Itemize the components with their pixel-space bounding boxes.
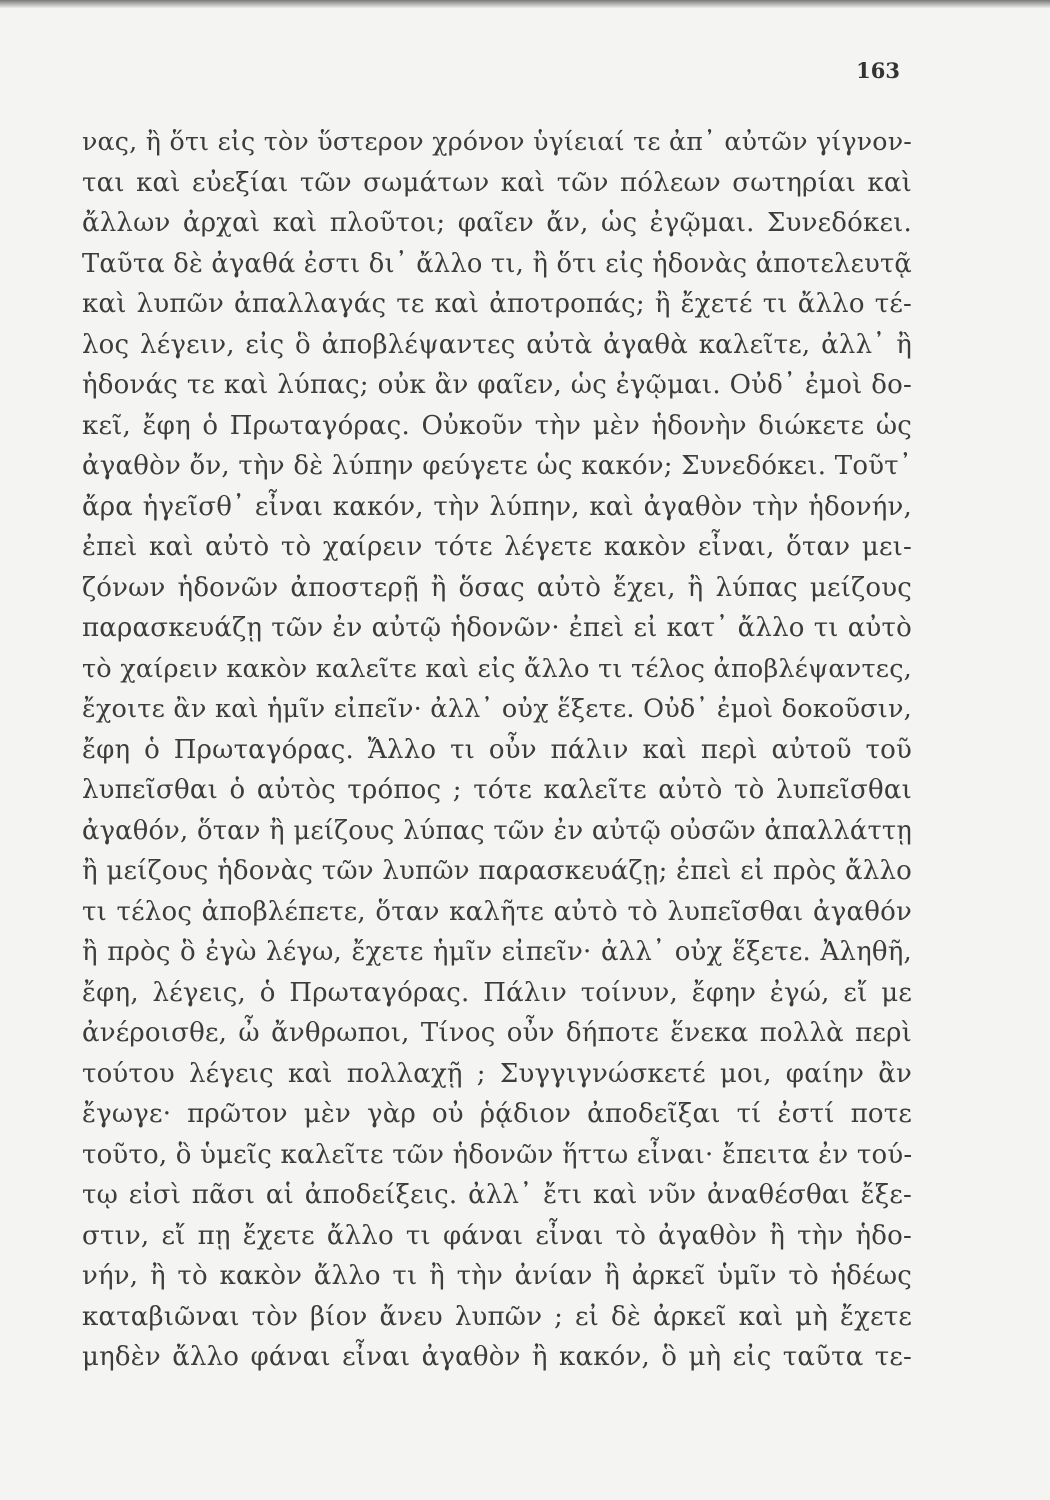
text-line: Ταῦτα δὲ ἀγαθά ἐστι δι᾽ ἄλλο τι, ἢ ὅτι εἰς ἡδονὰς ἀποτελευτᾷ bbox=[82, 248, 912, 279]
text-line: ἔγωγε· πρῶτον μὲν γὰρ οὐ ῥᾴδιον ἀποδεῖξαι τί ἐστί ποτε bbox=[82, 1099, 912, 1129]
text-line: λυπεῖσθαι ὁ αὐτὸς τρόπος ; τότε καλεῖτε αὐτὸ τὸ λυπεῖσθαι bbox=[82, 775, 912, 805]
text-line: νας, ἢ ὅτι εἰς τὸν ὕστερον χρόνον ὑγίειαί τε ἀπ᾽ αὐτῶν γίγνον- bbox=[82, 127, 912, 156]
text-line: ἢ μείζους ἡδονὰς τῶν λυπῶν παρασκευάζῃ; ἐπεὶ εἰ πρὸς ἄλλο bbox=[82, 856, 912, 886]
text-line: ἢ πρὸς ὃ ἐγὼ λέγω, ἔχετε ἡμῖν εἰπεῖν· ἀλλ᾽ οὐχ ἕξετε. Ἀληθῆ, bbox=[82, 937, 912, 967]
text-line: ἔφη ὁ Πρωταγόρας. Ἄλλο τι οὖν πάλιν καὶ περὶ αὐτοῦ τοῦ bbox=[82, 734, 912, 765]
text-line: ἀγαθόν, ὅταν ἢ μείζους λύπας τῶν ἐν αὐτῷ οὐσῶν ἀπαλλάττῃ bbox=[82, 815, 912, 846]
text-line: ζόνων ἡδονῶν ἀποστερῇ ἢ ὅσας αὐτὸ ἔχει, ἢ λύπας μείζους bbox=[82, 572, 912, 603]
text-line: μηδὲν ἄλλο φάναι εἶναι ἀγαθὸν ἢ κακόν, ὃ μὴ εἰς ταῦτα τε- bbox=[82, 1342, 912, 1372]
text-line: καὶ λυπῶν ἀπαλλαγάς τε καὶ ἀποτροπάς; ἢ ἔχετέ τι ἄλλο τέ- bbox=[82, 289, 912, 319]
text-line: ται καὶ εὐεξίαι τῶν σωμάτων καὶ τῶν πόλεων σωτηρίαι καὶ bbox=[82, 167, 912, 198]
scan-top-edge bbox=[0, 0, 1050, 8]
text-line: λος λέγειν, εἰς ὃ ἀποβλέψαντες αὐτὰ ἀγαθὰ καλεῖτε, ἀλλ᾽ ἢ bbox=[82, 329, 912, 360]
text-line: τῳ εἰσὶ πᾶσι αἱ ἀποδείξεις. ἀλλ᾽ ἔτι καὶ νῦν ἀναθέσθαι ἔξε- bbox=[82, 1180, 912, 1210]
text-line: παρασκευάζῃ τῶν ἐν αὐτῷ ἡδονῶν· ἐπεὶ εἰ κατ᾽ ἄλλο τι αὐτὸ bbox=[82, 613, 912, 643]
text-line: στιν, εἴ πῃ ἔχετε ἄλλο τι φάναι εἶναι τὸ ἀγαθὸν ἢ τὴν ἡδο- bbox=[82, 1220, 912, 1251]
text-line: τι τέλος ἀποβλέπετε, ὅταν καλῆτε αὐτὸ τὸ λυπεῖσθαι ἀγαθόν bbox=[82, 896, 912, 927]
text-line: ἀνέροισθε, ὦ ἄνθρωποι, Τίνος οὖν δήποτε ἕνεκα πολλὰ περὶ bbox=[82, 1018, 912, 1048]
text-line: κεῖ, ἔφη ὁ Πρωταγόρας. Οὐκοῦν τὴν μὲν ἡδονὴν διώκετε ὡς bbox=[82, 410, 912, 441]
page-number: 163 bbox=[856, 58, 900, 83]
text-line: ἄρα ἡγεῖσθ᾽ εἶναι κακόν, τὴν λύπην, καὶ ἀγαθὸν τὴν ἡδονήν, bbox=[82, 491, 912, 522]
text-line: ἡδονάς τε καὶ λύπας; οὐκ ἂν φαῖεν, ὡς ἐγῷμαι. Οὐδ᾽ ἐμοὶ δο- bbox=[82, 370, 912, 400]
text-line: ἄλλων ἀρχαὶ καὶ πλοῦτοι; φαῖεν ἄν, ὡς ἐγῷμαι. Συνεδόκει. bbox=[82, 208, 912, 238]
text-line: ἔχοιτε ἂν καὶ ἡμῖν εἰπεῖν· ἀλλ᾽ οὐχ ἕξετε. Οὐδ᾽ ἐμοὶ δοκοῦσιν, bbox=[82, 694, 912, 724]
text-line: ἐπεὶ καὶ αὐτὸ τὸ χαίρειν τότε λέγετε κακὸν εἶναι, ὅταν μει- bbox=[82, 532, 912, 562]
text-line: τοῦτο, ὃ ὑμεῖς καλεῖτε τῶν ἡδονῶν ἥττω εἶναι· ἔπειτα ἐν τού- bbox=[82, 1139, 913, 1170]
text-line: ἀγαθὸν ὄν, τὴν δὲ λύπην φεύγετε ὡς κακόν; Συνεδόκει. Τοῦτ᾽ bbox=[82, 451, 912, 481]
text-line: νήν, ἢ τὸ κακὸν ἄλλο τι ἢ τὴν ἀνίαν ἢ ἀρκεῖ ὑμῖν τὸ ἡδέως bbox=[82, 1261, 912, 1291]
text-line: τὸ χαίρειν κακὸν καλεῖτε καὶ εἰς ἄλλο τι τέλος ἀποβλέψαντες, bbox=[82, 653, 912, 684]
text-line: καταβιῶναι τὸν βίον ἄνευ λυπῶν ; εἰ δὲ ἀρκεῖ καὶ μὴ ἔχετε bbox=[82, 1301, 912, 1332]
text-line: τούτου λέγεις καὶ πολλαχῇ ; Συγγιγνώσκετέ μοι, φαίην ἂν bbox=[82, 1058, 912, 1089]
body-text bbox=[82, 122, 912, 1378]
text-line: ἔφη, λέγεις, ὁ Πρωταγόρας. Πάλιν τοίνυν, ἔφην ἐγώ, εἴ με bbox=[82, 977, 912, 1008]
